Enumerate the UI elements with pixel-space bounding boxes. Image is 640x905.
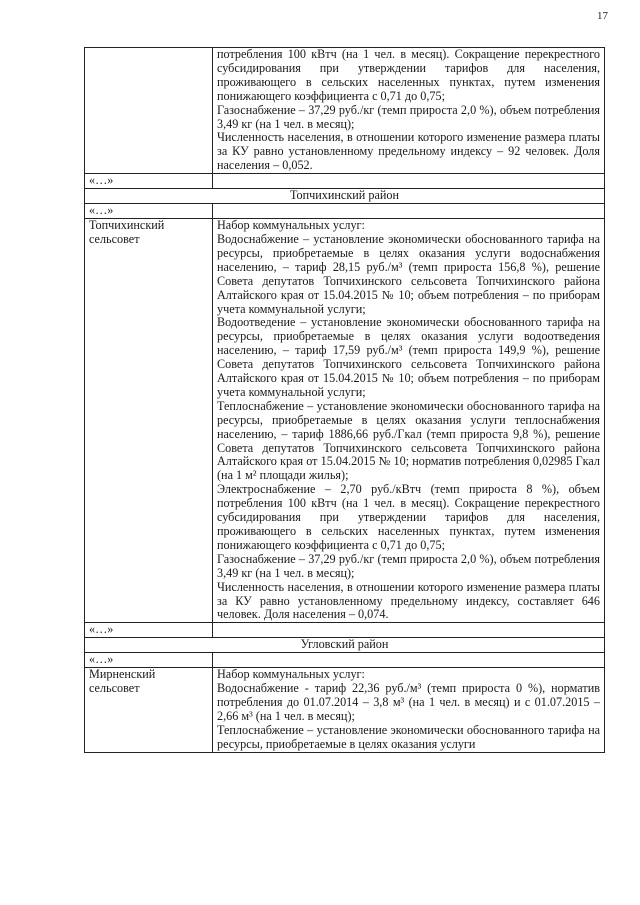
paragraph: Набор коммунальных услуг: <box>217 667 365 682</box>
paragraph: Газоснабжение – 37,29 руб./кг (темп прироста 2,0 %), объем потребления 3,49 кг (на 1 чел. в месяц); <box>217 551 600 580</box>
paragraph: Водоотведение – установление экономически обоснованного тарифа на ресурсы, приобретаемые в целях оказания услуги водоотведения населению, – тариф 17,59 руб./м³ (темп прироста 149,9 %), решение Совета депутатов Топчихинского сельсовета Топчихинского района Алтайского края от 15.04.2015 № 10; объем потребления – по приборам учета коммунальной услуги; <box>217 315 600 399</box>
paragraph: Численность населения, в отношении которого изменение размера платы за КУ равно установленному предельному индексу, составляет 646 человек. Доля населения – 0,074. <box>217 579 600 622</box>
tariff-table <box>84 47 605 753</box>
district-title: Угловский район <box>85 638 605 653</box>
ellipsis-cell: «…» <box>85 653 213 668</box>
district-row <box>85 189 605 204</box>
paragraph: Водоснабжение - тариф 22,36 руб./м³ (темп прироста 0 %), норматив потребления до 01.07.2014 – 3,8 м³ (на 1 чел. в месяц) и с 01.07.2015 – 2,66 м³ (на 1 чел. в месяц); <box>217 681 600 723</box>
paragraph: Водоснабжение – установление экономически обоснованного тарифа на ресурсы, приобретаемые в целях оказания услуги водоснабжения населению, – тариф 28,15 руб./м³ (темп прироста 156,8 %), решение Совета депутатов Топчихинского сельсовета Топчихинского района Алтайского края от 15.04.2015 № 10; объем потребления – по приборам учета коммунальной услуги; <box>217 231 600 316</box>
ellipsis-row <box>85 204 605 219</box>
ellipsis-row <box>85 174 605 189</box>
ellipsis-cell: «…» <box>85 174 213 189</box>
empty-cell <box>213 623 605 638</box>
district-title: Топчихинский район <box>85 189 605 204</box>
paragraph: Теплоснабжение – установление экономически обоснованного тарифа на ресурсы, приобретаемые в целях оказания услуги <box>217 722 600 751</box>
ellipsis-cell: «…» <box>85 204 213 219</box>
paragraph: Электроснабжение – 2,70 руб./кВтч (темп прироста 8 %), объем потребления 100 кВтч (на 1 чел. в месяц). Сокращение перекрестного субсидирования при утверждении тарифов для населения, проживающего в сельских населенных пунктах, путем изменения понижающего коэффициента с 0,71 до 0,75; <box>217 482 600 552</box>
table-row <box>85 219 605 623</box>
paragraph: потребления 100 кВтч (на 1 чел. в месяц). Сокращение перекрестного субсидирования при утверждении тарифов для населения, проживающего в сельских населенных пунктах, путем изменения понижающего коэффициента с 0,71 до 0,75; <box>217 47 600 103</box>
services-cell <box>213 668 605 752</box>
services-cell <box>213 48 605 174</box>
empty-cell <box>213 653 605 668</box>
settlement-cell <box>85 48 213 174</box>
paragraph: Набор коммунальных услуг: <box>217 218 365 233</box>
paragraph: Газоснабжение – 37,29 руб./кг (темп прироста 2,0 %), объем потребления 3,49 кг (на 1 чел. в месяц); <box>217 102 600 131</box>
empty-cell <box>213 174 605 189</box>
table-row <box>85 48 605 174</box>
page-number: 17 <box>597 10 608 22</box>
settlement-name: Топчихинский сельсовет <box>85 219 213 623</box>
ellipsis-row <box>85 623 605 638</box>
settlement-name: Мирненский сельсовет <box>85 668 213 752</box>
empty-cell <box>213 204 605 219</box>
district-row <box>85 638 605 653</box>
table-row <box>85 668 605 752</box>
paragraph: Численность населения, в отношении которого изменение размера платы за КУ равно установленному предельному индексу – 92 человек. Доля населения – 0,052. <box>217 130 600 173</box>
paragraph: Теплоснабжение – установление экономически обоснованного тарифа на ресурсы, приобретаемые в целях оказания услуги теплоснабжения населению, – тариф 1886,66 руб./Гкал (темп прироста 9,8 %), решение Совета депутатов Топчихинского сельсовета Топчихинского района Алтайского края от 15.04.2015 № 10; норматив потребления 0,02985 Гкал (на 1 м² площади жилья); <box>217 398 600 483</box>
services-cell <box>213 219 605 623</box>
ellipsis-row <box>85 653 605 668</box>
ellipsis-cell: «…» <box>85 623 213 638</box>
